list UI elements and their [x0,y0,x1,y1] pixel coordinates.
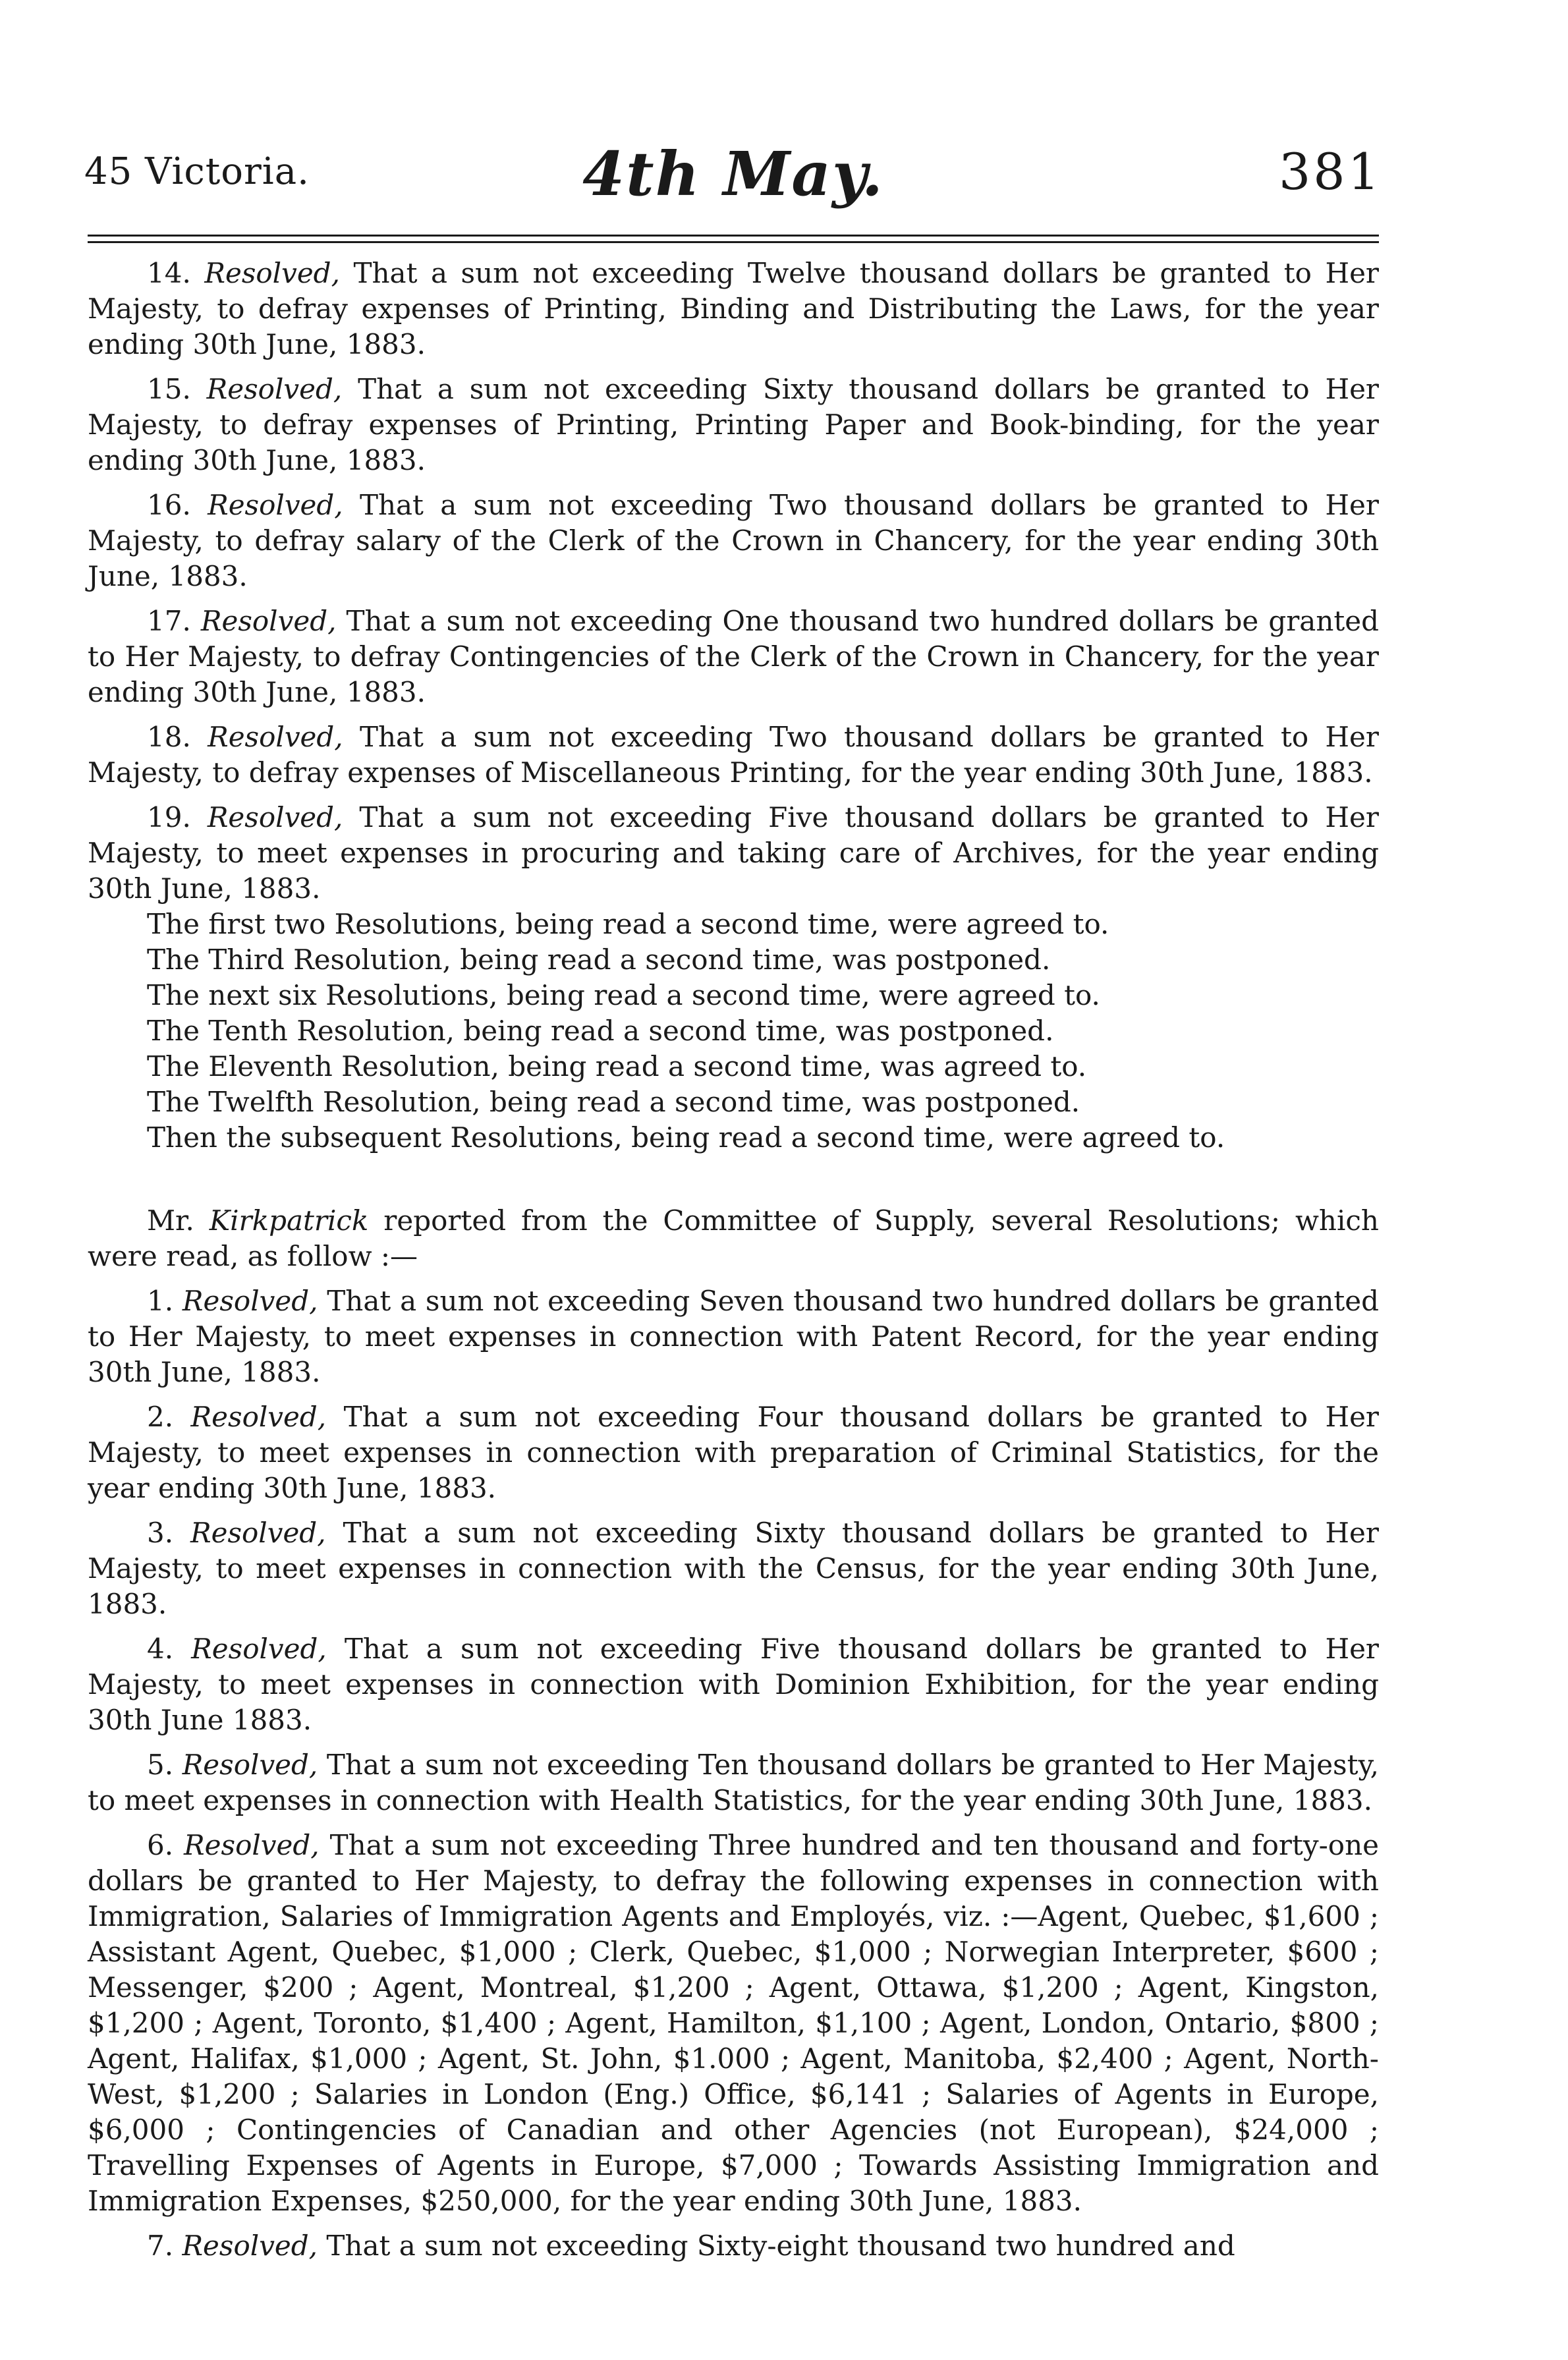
resolution-paragraph [88,604,1379,710]
resolution-paragraph [88,2228,1379,2264]
proceeding-statement: The first two Resolutions, being read a second time, were agreed to. [147,908,1109,940]
resolution-text: That a sum not exceeding Twelve thousand dollars be granted to Her Majesty, to defray expenses of Printing, Binding and Distributing the Laws, for the year ending 30th June, 1883. [88,257,1380,360]
proceeding-statement: The Tenth Resolution, being read a second time, was postponed. [147,1015,1054,1047]
resolution-text: That a sum not exceeding Four thousand dollars be granted to Her Majesty, to meet expenses in connection with preparation of Criminal Statistics, for the year ending 30th June, 1883. [88,1401,1380,1504]
resolution-paragraph [88,488,1379,594]
resolution-paragraph [88,800,1379,907]
resolution-label: Resolved, [182,1285,318,1317]
proceeding-statement: The Third Resolution, being read a second time, was postponed. [147,943,1051,976]
report-prefix: Mr. [147,1204,194,1237]
resolution-text: That a sum not exceeding Sixty-eight thousand two hundred and [326,2230,1235,2262]
resolution-text: That a sum not exceeding One thousand two hundred dollars be granted to Her Majesty, to defray Contingencies of the Clerk of the Crown in Chancery, for the year ending 30th June, 1883. [88,605,1379,708]
resolution-number: 1. [147,1285,174,1317]
resolution-label: Resolved, [208,721,343,753]
resolution-text: That a sum not exceeding Five thousand dollars be granted to Her Majesty, to meet expenses in procuring and taking care of Archives, for the year ending 30th June, 1883. [88,801,1379,905]
report-intro-text: reported from the Committee of Supply, several Resolutions; which were read, as follow :— [88,1204,1379,1272]
resolution-label: Resolved, [190,1401,327,1433]
resolution-text: That a sum not exceeding Two thousand dollars be granted to Her Majesty, to defray expenses of Miscellaneous Printing, for the year ending 30th June, 1883. [88,721,1379,789]
resolution-paragraph [88,372,1379,478]
resolution-label: Resolved, [206,373,343,405]
session-label: 45 Victoria. [84,150,310,193]
resolution-number: 5. [147,1749,174,1781]
resolution-number: 7. [147,2230,174,2262]
resolution-number: 19. [147,801,191,833]
resolution-text: That a sum not exceeding Seven thousand two hundred dollars be granted to Her Majesty, to meet expenses in connection with Patent Record, for the year ending 30th June, 1883. [88,1285,1379,1388]
header-rule-top [88,235,1379,237]
resolution-number: 16. [147,489,191,521]
header-rule-bottom [88,241,1379,243]
resolution-number: 4. [147,1633,174,1665]
resolution-number: 6. [147,1829,174,1861]
resolution-number: 18. [147,721,191,753]
resolution-paragraph [88,1399,1379,1506]
resolution-label: Resolved, [208,489,343,521]
resolution-label: Resolved, [204,257,340,289]
resolution-text: That a sum not exceeding Three hundred and ten thousand and forty-one dollars be granted to Her Majesty, to defray the following expenses in connection with Immigration, Salaries of Immigration Agents and Employés, viz. :—Agent, Quebec, $1,600 ; Assistant Agent, Quebec, $1,000 ; Clerk, Quebec, $1,000 ; Norwegian Interpreter, $600 ; Messenger, $200 ; Agent, Montreal, $1,200 ; Agent, Ottawa, $1,200 ; Agent, Kingston, $1,200 ; Agent, Toronto, $1,400 ; Agent, Hamilton, $1,100 ; Agent, London, Ontario, $800 ; Agent, Halifax, $1,000 ; Agent, St. John, $1.000 ; Agent, Manitoba, $2,400 ; Agent, North-West, $1,200 ; Salaries in London (Eng.) Office, $6,141 ; Salaries of Agents in Europe, $6,000 ; Contingencies of Canadian and other Agencies (not European), $24,000 ; Travelling Expenses of Agents in Europe, $7,000 ; Towards Assisting Immigration and Immigration Expenses, $250,000, for the year ending 30th June, 1883. [88,1829,1379,2217]
proceeding-statement: The Twelfth Resolution, being read a second time, was postponed. [147,1086,1080,1118]
resolution-label: Resolved, [200,605,337,637]
page-number: 381 [1278,142,1382,201]
proceeding-statement: The Eleventh Resolution, being read a second time, was agreed to. [147,1050,1087,1082]
resolution-text: That a sum not exceeding Ten thousand dollars be granted to Her Majesty, to meet expenses in connection with Health Statistics, for the year ending 30th June, 1883. [88,1749,1379,1816]
resolution-paragraph [88,1747,1379,1818]
report-intro [88,1203,1379,1274]
resolution-paragraph [88,1631,1379,1738]
resolution-paragraph [88,719,1379,791]
resolution-label: Resolved, [184,1829,320,1861]
proceeding-statement: Then the subsequent Resolutions, being read a second time, were agreed to. [147,1121,1225,1154]
resolution-text: That a sum not exceeding Sixty thousand dollars be granted to Her Majesty, to defray expenses of Printing, Printing Paper and Book-binding, for the year ending 30th June, 1883. [88,373,1380,476]
resolution-label: Resolved, [182,1749,318,1781]
resolution-label: Resolved, [190,1517,326,1549]
member-name: Kirkpatrick [209,1204,369,1237]
resolution-paragraph [88,1515,1379,1622]
date-heading: 4th May. [582,138,884,210]
resolution-label: Resolved, [191,1633,327,1665]
resolution-number: 14. [147,257,191,289]
resolution-paragraph [88,1283,1379,1390]
resolution-number: 3. [147,1517,174,1549]
resolution-text: That a sum not exceeding Sixty thousand dollars be granted to Her Majesty, to meet expenses in connection with the Census, for the year ending 30th June, 1883. [88,1517,1379,1620]
resolution-number: 17. [147,605,191,637]
resolution-number: 15. [147,373,191,405]
section-spacer [88,1156,1379,1203]
resolution-paragraph [88,256,1379,362]
resolution-label: Resolved, [207,801,343,833]
resolution-number: 2. [147,1401,174,1433]
resolution-label: Resolved, [182,2230,318,2262]
running-header [84,112,1382,210]
proceeding-statement: The next six Resolutions, being read a second time, were agreed to. [147,979,1100,1011]
resolution-paragraph [88,1828,1379,2219]
body-text [88,256,1379,2264]
resolution-text: That a sum not exceeding Two thousand dollars be granted to Her Majesty, to defray salary of the Clerk of the Crown in Chancery, for the year ending 30th June, 1883. [88,489,1379,592]
resolution-text: That a sum not exceeding Five thousand dollars be granted to Her Majesty, to meet expenses in connection with Dominion Exhibition, for the year ending 30th June 1883. [88,1633,1379,1736]
